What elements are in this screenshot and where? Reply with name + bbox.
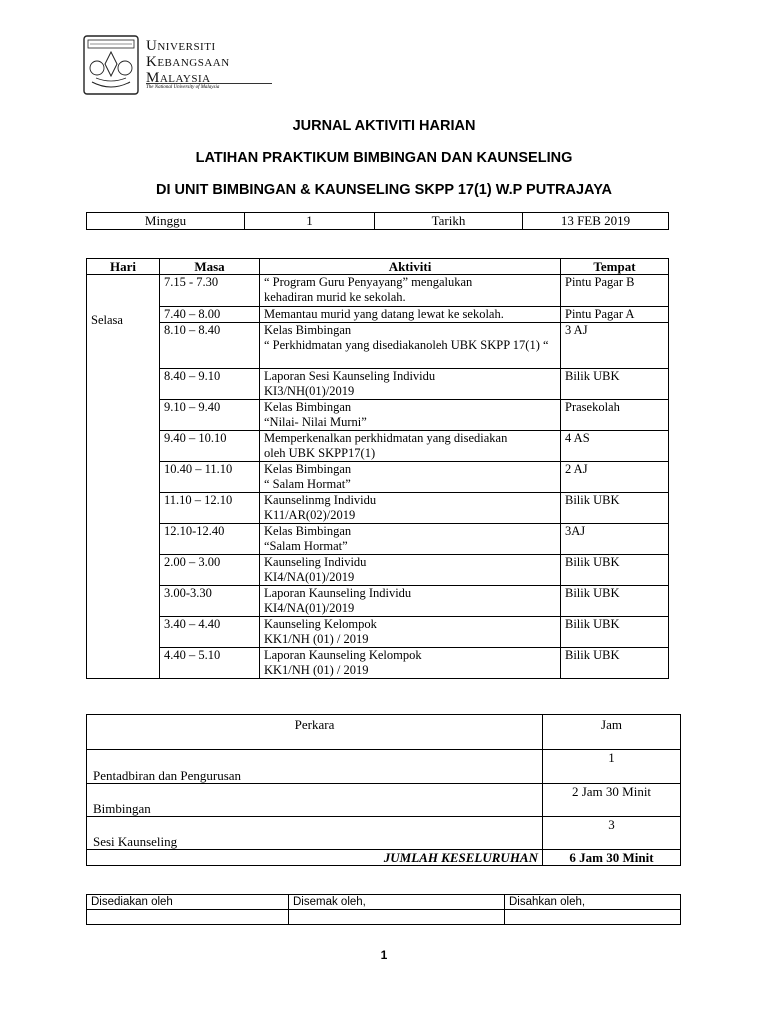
date-label: Tarikh	[375, 213, 523, 230]
table-row	[87, 323, 669, 369]
logo-line-1: Universiti	[146, 38, 216, 54]
document-title: JURNAL AKTIVITI HARIAN	[292, 118, 476, 134]
time-cell: 9.40 – 10.10	[160, 431, 260, 462]
summary-header-jam: Jam	[543, 715, 681, 750]
day-cell: Selasa	[87, 275, 160, 679]
activity-line-2: KI4/NA(01)/2019	[264, 601, 355, 615]
place-cell: Pintu Pagar B	[561, 275, 669, 307]
summary-perkara: Pentadbiran dan Pengurusan	[87, 750, 543, 784]
table-row	[87, 586, 669, 617]
document-subtitle: LATIHAN PRAKTIKUM BIMBINGAN DAN KAUNSELING	[195, 150, 573, 166]
summary-jam: 2 Jam 30 Minit	[543, 784, 681, 817]
activity-cell	[260, 323, 561, 369]
activity-line-1: “ Program Guru Penyayang” mengalukan	[264, 275, 473, 289]
table-row	[87, 648, 669, 679]
activity-line-1: Laporan Sesi Kaunseling Individu	[264, 369, 436, 383]
activity-line-1: Kaunselinmg Individu	[264, 493, 377, 507]
table-row	[87, 275, 669, 307]
reviewed-by-label: Disemak oleh,	[289, 895, 505, 910]
week-value: 1	[245, 213, 375, 230]
summary-header-row	[87, 715, 681, 750]
activity-schedule-table	[86, 258, 669, 679]
signoff-label-row	[87, 895, 681, 910]
activity-line-1: Laporan Kaunseling Individu	[264, 586, 412, 600]
table-row	[87, 750, 681, 784]
place-cell: 4 AS	[561, 431, 669, 462]
place-cell: Bilik UBK	[561, 617, 669, 648]
activity-cell	[260, 275, 561, 307]
logo-wordmark	[146, 38, 230, 86]
summary-total-label: JUMLAH KESELURUHAN	[87, 850, 543, 866]
logo-line-2: Kebangsaan	[146, 54, 230, 70]
university-logo	[82, 34, 262, 96]
summary-jam: 3	[543, 817, 681, 850]
week-label: Minggu	[87, 213, 245, 230]
time-cell: 8.40 – 9.10	[160, 369, 260, 400]
time-cell: 12.10-12.40	[160, 524, 260, 555]
place-cell: Prasekolah	[561, 400, 669, 431]
place-cell: 3AJ	[561, 524, 669, 555]
activity-line-2: oleh UBK SKPP17(1)	[264, 446, 376, 460]
table-row	[87, 617, 669, 648]
activity-line-2: KI4/NA(01)/2019	[264, 570, 355, 584]
activity-line-2: “Salam Hormat”	[264, 539, 348, 553]
activity-line-1: Kelas Bimbingan	[264, 323, 352, 337]
signoff-blank-row	[87, 910, 681, 925]
activity-line-1: Kelas Bimbingan	[264, 462, 352, 476]
activity-cell	[260, 400, 561, 431]
table-row	[87, 493, 669, 524]
time-cell: 8.10 – 8.40	[160, 323, 260, 369]
activity-cell	[260, 462, 561, 493]
activity-cell	[260, 555, 561, 586]
summary-total-value: 6 Jam 30 Minit	[543, 850, 681, 866]
table-row	[87, 555, 669, 586]
table-row	[87, 817, 681, 850]
table-row	[87, 307, 669, 323]
place-cell: Pintu Pagar A	[561, 307, 669, 323]
place-cell: Bilik UBK	[561, 369, 669, 400]
activity-cell	[260, 586, 561, 617]
activity-line-1: Laporan Kaunseling Kelompok	[264, 648, 422, 662]
activity-line-1: Kelas Bimbingan	[264, 400, 352, 414]
table-row	[87, 400, 669, 431]
schedule-header-row	[87, 259, 669, 275]
activity-cell	[260, 493, 561, 524]
date-value: 13 FEB 2019	[523, 213, 669, 230]
place-cell: Bilik UBK	[561, 493, 669, 524]
logo-line-3: Malaysia	[146, 70, 211, 86]
summary-perkara: Sesi Kaunseling	[87, 817, 543, 850]
header-day: Hari	[87, 259, 160, 275]
activity-cell	[260, 369, 561, 400]
week-date-table	[86, 212, 669, 230]
time-cell: 9.10 – 9.40	[160, 400, 260, 431]
activity-cell	[260, 431, 561, 462]
activity-cell	[260, 307, 561, 323]
reviewed-by-signature[interactable]	[289, 910, 505, 925]
activity-line-2: “ Perkhidmatan yang disediakanoleh UBK SKPP 17(1) “	[264, 338, 549, 352]
logo-tagline: The National University of Malaysia	[146, 85, 220, 90]
activity-line-2: KK1/NH (01) / 2019	[264, 663, 369, 677]
table-row	[87, 524, 669, 555]
prepared-by-label: Disediakan oleh	[87, 895, 289, 910]
activity-cell	[260, 648, 561, 679]
activity-cell	[260, 524, 561, 555]
approved-by-label: Disahkan oleh,	[505, 895, 681, 910]
time-cell: 3.00-3.30	[160, 586, 260, 617]
table-row	[87, 369, 669, 400]
summary-header-perkara: Perkara	[87, 715, 543, 750]
signoff-table	[86, 894, 681, 925]
activity-line-1: Kaunseling Individu	[264, 555, 367, 569]
header-activity: Aktiviti	[260, 259, 561, 275]
time-cell: 7.15 - 7.30	[160, 275, 260, 307]
summary-total-row	[87, 850, 681, 866]
header-place: Tempat	[561, 259, 669, 275]
hours-summary-table	[86, 714, 681, 866]
place-cell: 3 AJ	[561, 323, 669, 369]
place-cell: Bilik UBK	[561, 555, 669, 586]
activity-line-1: Kelas Bimbingan	[264, 524, 352, 538]
time-cell: 11.10 – 12.10	[160, 493, 260, 524]
header-time: Masa	[160, 259, 260, 275]
approved-by-signature[interactable]	[505, 910, 681, 925]
prepared-by-signature[interactable]	[87, 910, 289, 925]
summary-perkara: Bimbingan	[87, 784, 543, 817]
table-row	[87, 462, 669, 493]
activity-line-2: kehadiran murid ke sekolah.	[264, 290, 406, 304]
table-row	[87, 431, 669, 462]
activity-line-1: Memantau murid yang datang lewat ke sekolah.	[264, 307, 504, 321]
activity-line-2: “ Salam Hormat”	[264, 477, 351, 491]
time-cell: 10.40 – 11.10	[160, 462, 260, 493]
activity-line-2: K11/AR(02)/2019	[264, 508, 356, 522]
activity-line-1: Memperkenalkan perkhidmatan yang disediakan	[264, 431, 508, 445]
table-row	[87, 784, 681, 817]
activity-line-2: “Nilai- Nilai Murni”	[264, 415, 367, 429]
time-cell: 2.00 – 3.00	[160, 555, 260, 586]
document-location: DI UNIT BIMBINGAN & KAUNSELING SKPP 17(1) W.P PUTRAJAYA	[155, 182, 613, 198]
summary-jam: 1	[543, 750, 681, 784]
activity-line-2: KI3/NH(01)/2019	[264, 384, 355, 398]
time-cell: 3.40 – 4.40	[160, 617, 260, 648]
activity-line-1: Kaunseling Kelompok	[264, 617, 377, 631]
page-number: 1	[380, 948, 388, 962]
place-cell: 2 AJ	[561, 462, 669, 493]
activity-line-2: KK1/NH (01) / 2019	[264, 632, 369, 646]
logo-divider	[146, 83, 272, 84]
time-cell: 4.40 – 5.10	[160, 648, 260, 679]
ukm-crest-icon	[82, 34, 140, 96]
time-cell: 7.40 – 8.00	[160, 307, 260, 323]
place-cell: Bilik UBK	[561, 586, 669, 617]
activity-cell	[260, 617, 561, 648]
place-cell: Bilik UBK	[561, 648, 669, 679]
